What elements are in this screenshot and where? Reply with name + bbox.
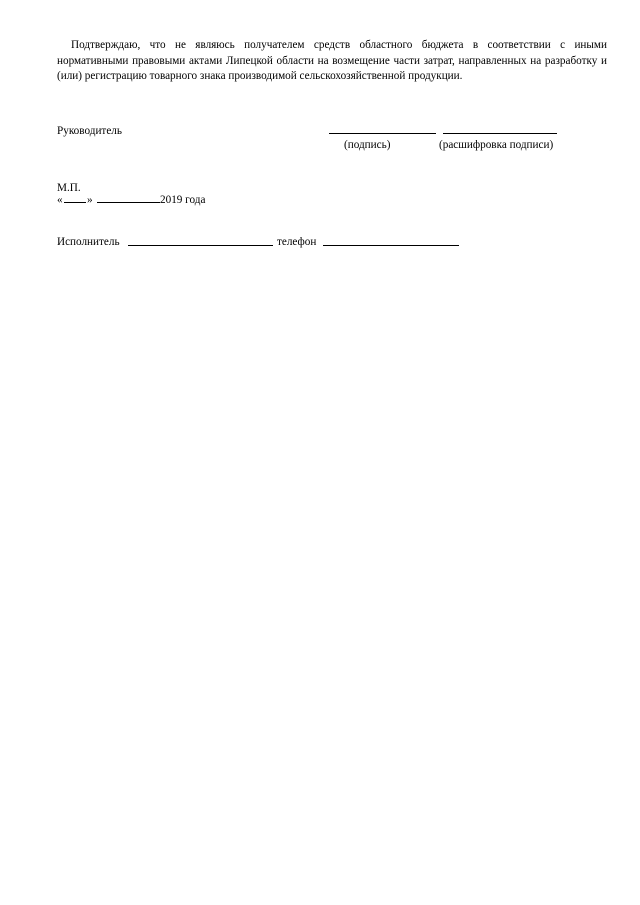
confirmation-paragraph: Подтверждаю, что не являюсь получателем средств областного бюджета в соответствии с иными нормативными правовыми актами Липецкой области на возмещение части затрат, направленных на разработку и (или) регистрацию товарного знака производимой сельскохозяйственной продукции.	[57, 39, 607, 82]
signature-line	[329, 133, 436, 134]
phone-label: телефон	[277, 236, 317, 248]
executor-line	[128, 245, 273, 246]
seal-label: М.П.	[57, 182, 81, 194]
date-day-line	[64, 202, 86, 203]
date-year-text: 2019 года	[160, 194, 206, 206]
signature-decoding-line	[443, 133, 557, 134]
signature-decoding-caption: (расшифровка подписи)	[439, 139, 554, 151]
head-role-label: Руководитель	[57, 125, 122, 137]
date-close-quote: »	[87, 194, 93, 206]
signature-caption: (подпись)	[344, 139, 391, 151]
date-open-quote: «	[57, 194, 63, 206]
phone-line	[323, 245, 459, 246]
executor-label: Исполнитель	[57, 236, 120, 248]
date-month-line	[97, 202, 160, 203]
